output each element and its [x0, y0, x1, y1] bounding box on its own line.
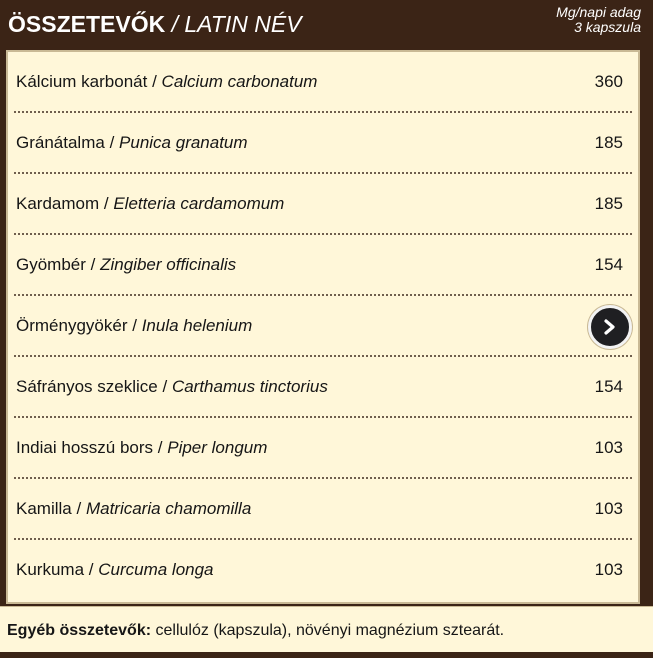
ingredient-hungarian-name: Örménygyökér — [16, 316, 128, 335]
ingredients-header — [0, 0, 653, 46]
other-ingredients-text — [7, 621, 504, 641]
other-ingredients-label: Egyéb összetevők: — [7, 622, 152, 639]
ingredient-row — [8, 52, 638, 113]
ingredient-dose-value: 154 — [594, 377, 623, 396]
ingredient-latin-name: Zingiber officinalis — [100, 255, 237, 274]
ingredient-hungarian-name: Kálcium karbonát — [16, 72, 148, 91]
ingredient-latin-name: Curcuma longa — [98, 560, 214, 579]
ingredient-hungarian-name: Sáfrányos szeklice — [16, 377, 158, 396]
ingredient-dose-value: 185 — [594, 194, 623, 213]
ingredient-dose-value: 103 — [594, 560, 623, 579]
ingredient-latin-name: Matricaria chamomilla — [85, 499, 252, 518]
ingredient-hungarian-name: Gyömbér — [16, 255, 86, 274]
ingredient-latin-name: Calcium carbonatum — [161, 72, 318, 91]
other-ingredients-footer — [0, 606, 653, 652]
ingredient-separator: / — [132, 316, 137, 335]
ingredient-row — [8, 296, 638, 357]
ingredient-row — [8, 479, 638, 540]
ingredient-name — [16, 559, 214, 581]
ingredient-separator: / — [90, 255, 96, 274]
ingredient-latin-name: Piper longum — [167, 438, 268, 457]
title-separator: / — [171, 11, 178, 37]
ingredient-latin-name: Eletteria cardamomum — [113, 194, 285, 213]
ingredient-hungarian-name: Kardamom — [16, 194, 100, 213]
ingredients-title — [8, 10, 302, 38]
dose-header — [556, 5, 641, 35]
ingredient-separator: / — [157, 438, 163, 457]
ingredient-row — [8, 357, 638, 418]
ingredient-name — [16, 315, 252, 337]
title-latin: LATIN NÉV — [184, 11, 302, 37]
ingredient-latin-name: Inula helenium — [141, 316, 253, 335]
ingredient-name — [16, 193, 284, 215]
ingredient-row — [8, 113, 638, 174]
ingredient-hungarian-name: Indiai hosszú bors — [16, 438, 154, 457]
ingredient-dose-value: 103 — [594, 499, 623, 518]
dose-header-line-1: Mg/napi adag — [556, 4, 641, 20]
ingredient-latin-name: Punica granatum — [119, 133, 248, 152]
ingredient-name — [16, 254, 236, 276]
ingredient-separator: / — [109, 133, 115, 152]
ingredient-separator: / — [76, 499, 82, 518]
ingredient-row — [8, 418, 638, 479]
ingredient-name — [16, 132, 248, 154]
ingredient-dose-value: 185 — [594, 133, 623, 152]
ingredient-name — [16, 376, 328, 398]
ingredient-row — [8, 540, 638, 601]
other-ingredients-value: cellulóz (kapszula), növényi magnézium sztearát. — [151, 622, 505, 639]
ingredients-table — [6, 50, 640, 604]
ingredient-latin-name: Carthamus tinctorius — [171, 377, 328, 396]
ingredient-name — [16, 437, 267, 459]
ingredient-dose-value: 360 — [594, 72, 623, 91]
chevron-right-icon — [602, 318, 618, 336]
ingredient-dose-value: 154 — [594, 255, 623, 274]
ingredient-separator: / — [103, 194, 109, 213]
ingredient-name — [16, 71, 317, 93]
ingredient-hungarian-name: Kurkuma — [16, 560, 85, 579]
ingredient-separator: / — [152, 72, 157, 91]
dose-header-line-2: 3 kapszula — [574, 19, 641, 35]
ingredient-hungarian-name: Kamilla — [16, 499, 72, 518]
ingredient-separator: / — [162, 377, 168, 396]
ingredient-row — [8, 235, 638, 296]
ingredient-separator: / — [88, 560, 94, 579]
ingredient-name — [16, 498, 251, 520]
ingredient-row — [8, 174, 638, 235]
ingredient-hungarian-name: Gránátalma — [16, 133, 105, 152]
ingredient-dose-value: 103 — [594, 438, 623, 457]
next-button[interactable] — [588, 305, 632, 349]
title-hungarian: ÖSSZETEVŐK — [8, 11, 166, 37]
